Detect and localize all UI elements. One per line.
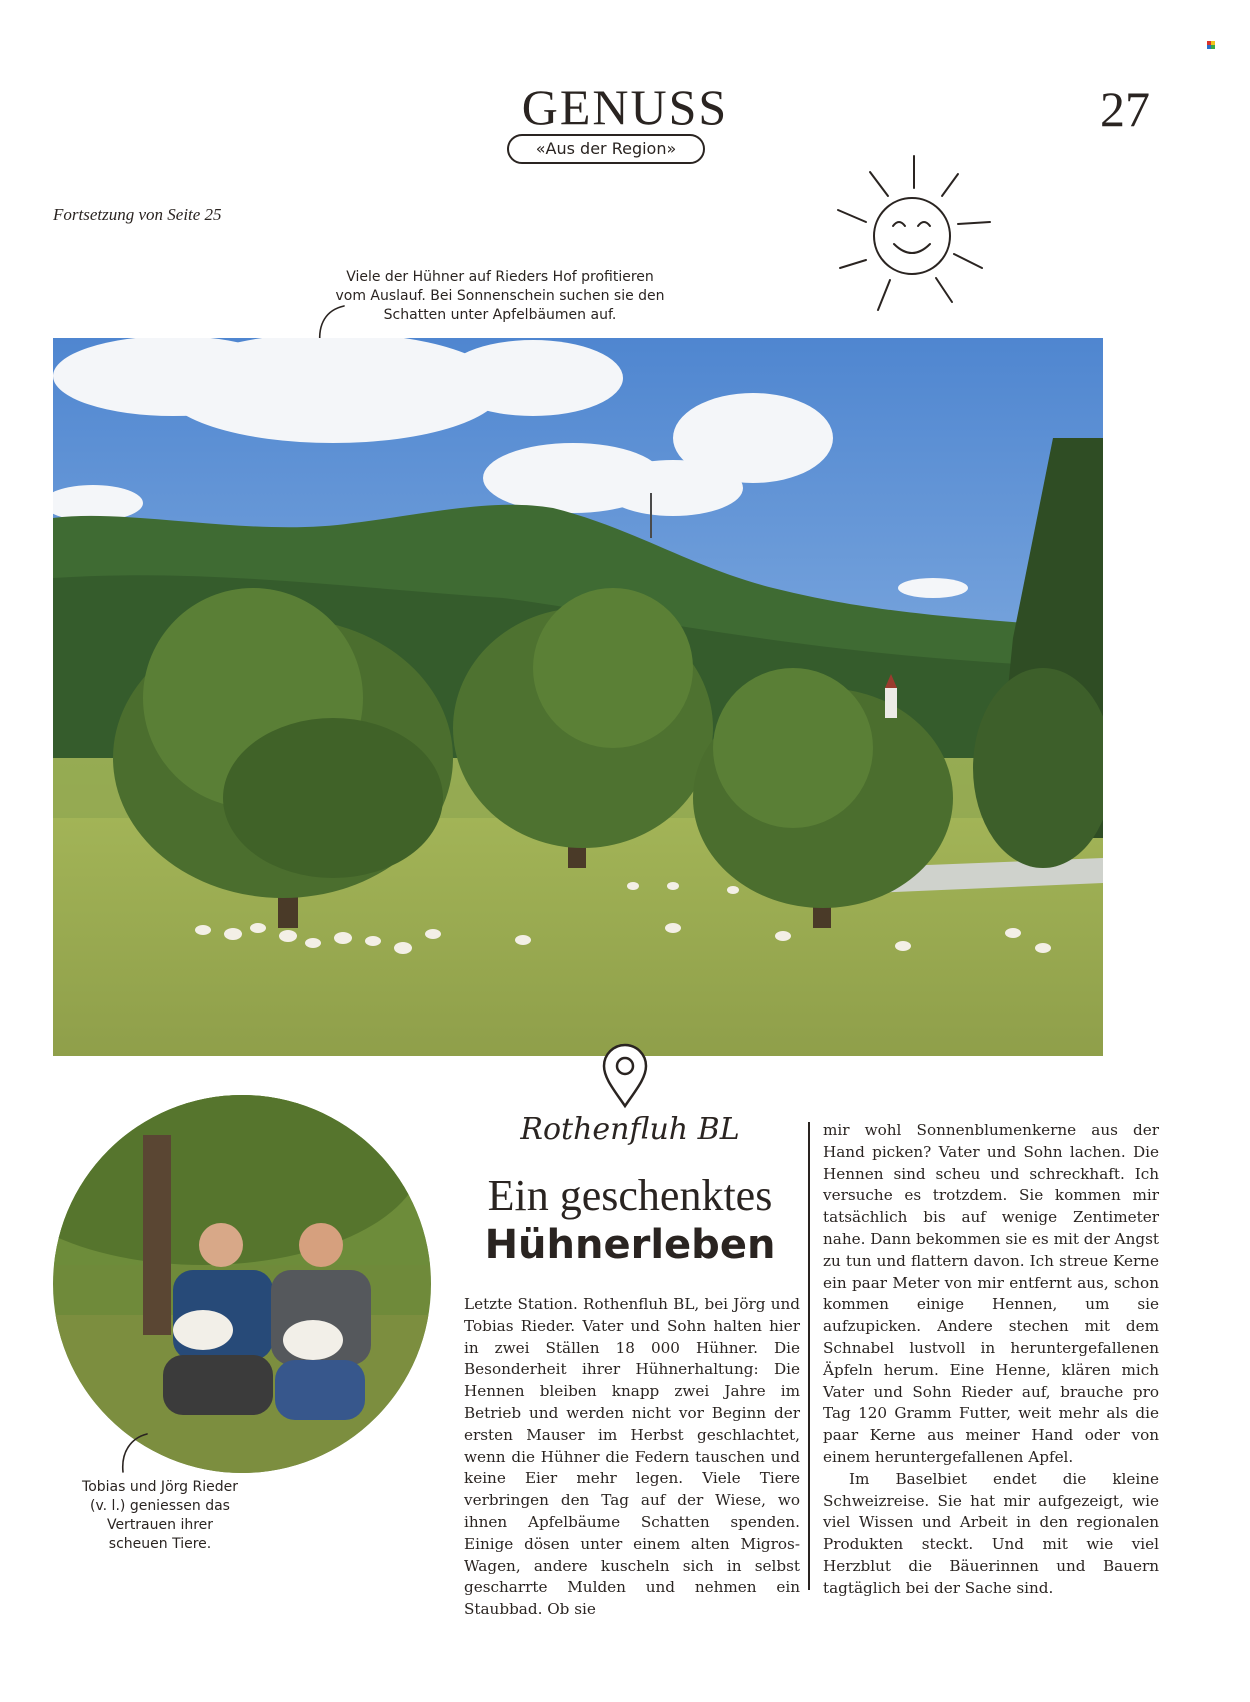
section-subtitle: «Aus der Region»	[507, 134, 705, 164]
column-2-paragraph-2: Im Baselbiet endet die kleine Schweizreise. Sie hat mir aufgezeigt, wie viel Wissen und Arbeit in den regionalen Produkten steckt. Und mit wie viel Herzblut die Bäuerinnen und Bauern tagtäglich bei der Sache sind.	[823, 1469, 1159, 1597]
article-location: Rothenfluh BL	[520, 1112, 740, 1147]
main-photo-caption: Viele der Hühner auf Rieders Hof profitieren vom Auslauf. Bei Sonnenschein suchen sie den Schatten unter Apfelbäumen auf.	[335, 269, 665, 323]
caption-pointer-icon	[113, 1430, 153, 1476]
section-title: GENUSS	[521, 79, 729, 135]
color-mark-icon	[1207, 34, 1215, 42]
headline-line-2: Hühnerleben	[484, 1222, 776, 1268]
main-photo-orchard	[53, 338, 1103, 1056]
page-number: 27	[1100, 81, 1150, 137]
location-pin-icon	[600, 1042, 650, 1110]
article-column-1: Letzte Station. Rothenfluh BL, bei Jörg und Tobias Rieder. Vater und Sohn halten hier in zwei Ställen 18 000 Hühner. Die Besonderheit ihrer Hühnerhaltung: Die Hennen bleiben knapp zwei Jahre im Betrieb und werden nicht vor Beginn der ersten Mauser im Herbst geschlachtet, wenn die Hühner die Federn tauschen und keine Eier mehr legen. Viele Tiere verbringen den Tag auf der Wiese, wo ihnen Apfelbäume Schatten spenden. Einige dösen unter einem alten Migros-Wagen, andere kuscheln sich in selbst gescharrte Mulden und nehmen ein Staubbad. Ob sie	[464, 1295, 800, 1619]
portrait-photo-farmers	[53, 1095, 431, 1473]
column-divider	[808, 1122, 810, 1590]
continued-note: Fortsetzung von Seite 25	[53, 205, 222, 224]
article-column-2	[823, 1120, 1159, 1600]
column-2-paragraph-1: mir wohl Sonnenblumenkerne aus der Hand picken? Vater und Sohn lachen. Die Hennen sind scheu und schreckhaft. Ich versuche es trotzdem. Sie kommen mir tatsächlich bis auf wenige Zentimeter nahe. Dann bekommen sie es mit der Angst zu tun und flattern davon. Ich streue Kerne ein paar Meter von mir entfernt aus, schon kommen einige Hennen, um sie aufzupicken. Andere stechen mit dem Schnabel lustvoll in heruntergefallenen Äpfeln herum. Eine Henne, klären mich Vater und Sohn Rieder auf, brauche pro Tag 120 Gramm Futter, weit mehr als die paar Kerne aus meiner Hand oder von einem heruntergefallenen Apfel.	[823, 1121, 1159, 1466]
headline-line-1: Ein geschenktes	[487, 1171, 773, 1220]
portrait-photo-caption: Tobias und Jörg Rieder (v. l.) geniessen das Vertrauen ihrer scheuen Tiere.	[82, 1479, 238, 1552]
sun-doodle-icon	[830, 150, 1000, 320]
